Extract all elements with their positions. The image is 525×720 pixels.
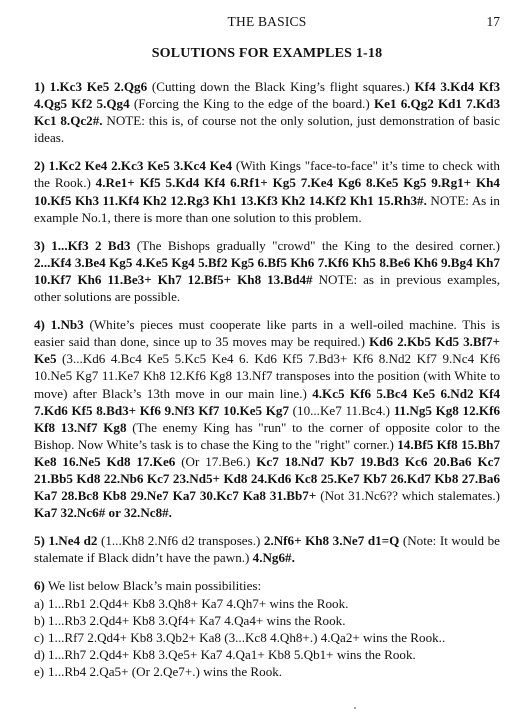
page-number: 17 <box>486 14 500 29</box>
move-text: 2...Kf4 3.Be4 Kg5 4.Ke5 Kg4 5.Bf2 Kg5 6.Bf5 Kh6 7.Kf6 Kh5 8.Be6 Kh6 9.Bg4 Kh7 10.Kf7 Kh6 11.Be3+ Kh7 12.Bf5+ Kh8 13.Bd4# <box>34 254 500 287</box>
commentary-text: (The enemy King has "run" to the corner of opposite color to the Bishop. Now White’s task is to chase the King to the "right" corner.) <box>34 419 500 452</box>
move-text: 1) 1.Kc3 Ke5 2.Qg6 <box>34 79 148 94</box>
scan-speck <box>354 707 356 709</box>
move-text: 4.Ng6#. <box>252 550 295 566</box>
commentary-text: (1...Kh8 2.Nf6 d2 transposes.) <box>97 533 264 549</box>
commentary-text: (Or 17.Be6.) <box>175 453 257 469</box>
option-label: b) <box>34 612 45 628</box>
option-line <box>34 595 500 612</box>
option-line <box>34 646 500 663</box>
solution-1 <box>34 78 500 146</box>
option-line <box>34 629 500 646</box>
option-text: 1...Rb4 2.Qa5+ (Or 2.Qe7+.) wins the Rook. <box>48 663 283 679</box>
solution-6-number: 6) <box>34 578 45 594</box>
commentary-text: (Not 31.Nc6?? which stalemates.) <box>316 488 500 504</box>
option-label: e) <box>34 663 45 679</box>
move-text: Ke1 6.Qg2 Kd1 7.Kd3 Kc1 8.Qc2#. <box>34 96 500 129</box>
solution-6 <box>34 577 500 594</box>
solution-2 <box>34 157 500 225</box>
move-text: 2.Nf6+ Kh8 3.Ne7 d1=Q <box>263 533 400 549</box>
commentary-text: NOTE: this is, of course not the only solution, just demonstration of basic ideas. <box>34 113 500 146</box>
solution-6-intro: We list below Black’s main possibilities: <box>44 578 262 594</box>
running-title: THE BASICS <box>227 14 307 29</box>
section-title: SOLUTIONS FOR EXAMPLES 1-18 <box>151 46 383 61</box>
commentary-text: (With Kings "face-to-face" it’s time to check with the Rook.) <box>34 158 500 191</box>
move-text: 4.Re1+ Kf5 5.Kd4 Kf4 6.Rf1+ Kg5 7.Ke4 Kg6 8.Ke5 Kg5 9.Rg1+ Kh4 10.Kf5 Kh3 11.Kf4 Kh2 12.Rg3 Kh1 13.Kf3 Kh2 14.Kf2 Kh1 15.Rh3#. <box>34 175 500 208</box>
move-text: 3) 1...Kf3 2 Bd3 <box>34 237 131 253</box>
commentary-text: (Note: It would be stalemate if Black didn’t have the pawn.) <box>34 533 500 566</box>
commentary-text: (Forcing the King to the edge of the board.) <box>129 96 374 112</box>
document-page <box>34 14 500 680</box>
option-label: a) <box>34 595 45 611</box>
move-text: Kc7 18.Nd7 Kb7 19.Bd3 Kc6 20.Ba6 Kc7 21.Bb5 Kd8 22.Nb6 Kc7 23.Nd5+ Kd8 24.Kd6 Kc8 25.Ke7 Kb7 26.Kd7 Kb8 27.Ba6 Ka7 28.Bc8 Kb8 29.Ne7 Ka7 30.Kc7 Ka8 31.Bb7+ <box>34 453 500 504</box>
option-text: 1...Rb3 2.Qd4+ Kb8 3.Qf4+ Ka7 4.Qa4+ wins the Rook. <box>48 612 346 628</box>
page-header <box>34 14 500 32</box>
commentary-text: NOTE: as in previous examples, other solutions are possible. <box>34 271 500 305</box>
move-text: 2) 1.Kc2 Ke4 2.Kc3 Ke5 3.Kc4 Ke4 <box>34 158 233 174</box>
option-label: c) <box>34 629 45 645</box>
option-line <box>34 612 500 629</box>
solution-5 <box>34 532 500 566</box>
move-text: Kf4 3.Kd4 Kf3 4.Qg5 Kf2 5.Qg4 <box>34 79 500 112</box>
move-text: 4) 1.Nb3 <box>34 317 84 333</box>
solution-6-options <box>34 595 500 680</box>
move-text: 14.Bf5 Kf8 15.Bh7 Ke8 16.Ne5 Kd8 17.Ke6 <box>34 436 501 469</box>
commentary-text: NOTE: As in example No.1, there is more than one solution to this problem. <box>34 192 500 225</box>
option-text: 1...Rb1 2.Qd4+ Kb8 3.Qh8+ Ka7 4.Qh7+ wins the Rook. <box>48 595 349 611</box>
move-text: Ka7 32.Nc6# or 32.Nc8#. <box>34 505 172 521</box>
solution-3 <box>34 237 500 305</box>
option-line <box>34 663 500 680</box>
move-text: 5) 1.Ne4 d2 <box>34 533 98 549</box>
commentary-text: (3...Kd6 4.Bc4 Ke5 5.Kc5 Ke4 6. Kd6 Kf5 7.Bd3+ Kf6 8.Nd2 Kf7 9.Nc4 Kf6 10.Ne5 Kg7 11.Ke7 Kh8 12.Kf6 Kg8 13.Nf7 transposes into the position (with White to move) after Black’s 13th move in our main line.) <box>34 351 500 401</box>
move-text: 4.Kc5 Kf6 5.Bc4 Ke5 6.Nd2 Kf4 7.Kd6 Kf5 8.Bd3+ Kf6 9.Nf3 Kf7 10.Ke5 Kg7 <box>34 385 500 418</box>
commentary-text: (White’s pieces must cooperate like parts in a well-oiled machine. This is easier said than done, since up to 35 moves may be required.) <box>34 317 500 350</box>
move-text: 11.Ng5 Kg8 12.Kf6 Kf8 13.Nf7 Kg8 <box>34 402 500 435</box>
solution-4 <box>34 316 500 521</box>
solutions-list <box>34 78 500 566</box>
commentary-text: (10...Ke7 11.Bc4.) <box>289 402 394 418</box>
option-label: d) <box>34 646 45 662</box>
commentary-text: (Cutting down the Black King’s flight squares.) <box>147 79 415 94</box>
option-text: 1...Rf7 2.Qd4+ Kb8 3.Qb2+ Ka8 (3...Kc8 4.Qh8+.) 4.Qa2+ wins the Rook.. <box>48 629 446 645</box>
option-text: 1...Rh7 2.Qd4+ Kb8 3.Qe5+ Ka7 4.Qa1+ Kb8 5.Qb1+ wins the Rook. <box>48 646 416 662</box>
commentary-text: (The Bishops gradually "crowd" the King to the desired corner.) <box>130 237 500 253</box>
move-text: Kd6 2.Kb5 Kd5 3.Bf7+ Ke5 <box>34 334 501 367</box>
